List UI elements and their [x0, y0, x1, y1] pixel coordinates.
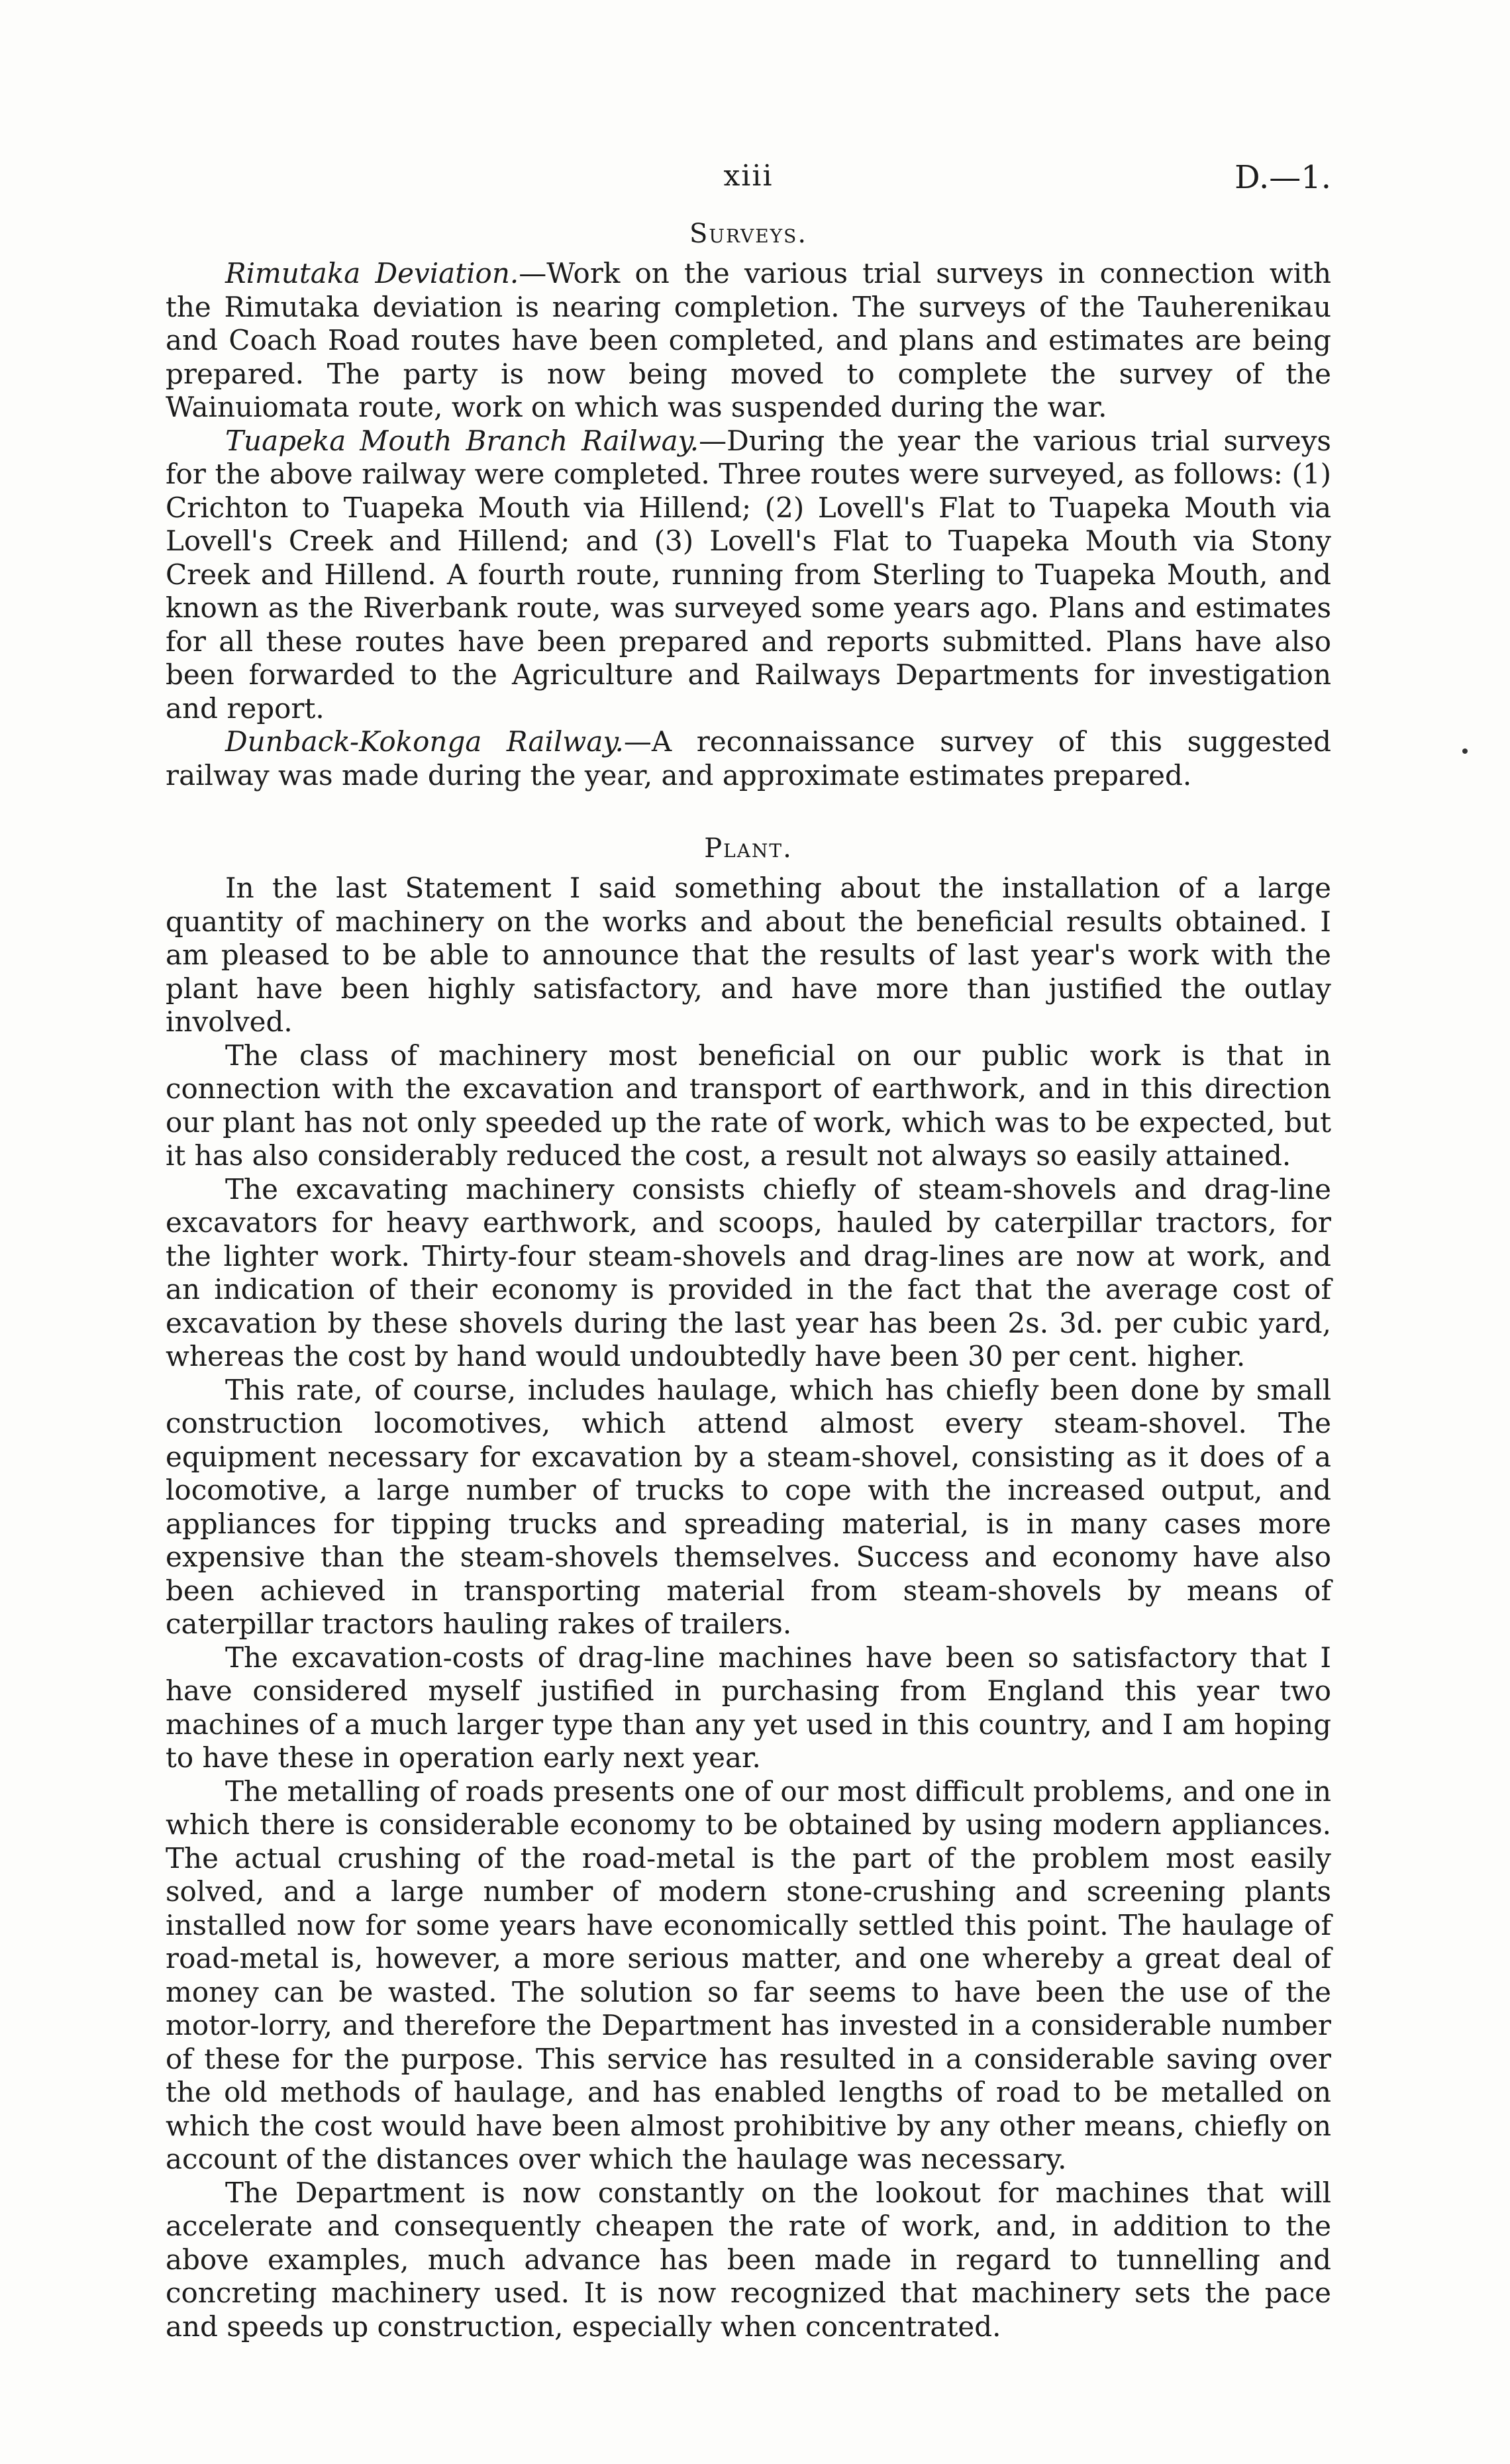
paragraph-tuapeka: [166, 425, 1331, 726]
paragraph-dunback: [166, 725, 1331, 792]
paragraph-rimutaka: [166, 257, 1331, 425]
paragraph-plant-7: The Department is now constantly on the lookout for machines that will accelerate and consequently cheapen the rate of work, and, in addition to the above examples, much advance has been made in regard to tunnelling and concreting machinery used. It is now recognized that machinery sets the pace and speeds up construction, especially when concentrated.: [166, 2176, 1331, 2343]
section-title-plant: Plant.: [704, 833, 793, 864]
margin-speck: [1462, 748, 1468, 754]
page-number: xiii: [723, 159, 774, 193]
paragraph-text: —Work on the various trial surveys in connection with the Rimutaka deviation is nearing completion. The surveys of the Tauherenikau and Coach Road routes have been completed, and plans and estimates are being prepared. The party is now being moved to complete the survey of the Wainuiomata route, work on which was suspended during the war.: [166, 257, 1332, 423]
paragraph-plant-4: This rate, of course, includes haulage, which has chiefly been done by small construction locomotives, which attend almost every steam-shovel. The equipment necessary for excavation by a steam-shovel, consisting as it does of a locomotive, a large number of trucks to cope with the increased output, and appliances for tipping trucks and spreading material, is in many cases more expensive than the steam-shovels themselves. Success and economy have also been achieved in transporting material from steam-shovels by means of caterpillar tractors hauling rakes of trailers.: [166, 1373, 1331, 1640]
paragraph-plant-1: In the last Statement I said something about the installation of a large quantity of machinery on the works and about the beneficial results obtained. I am pleased to be able to announce that the results of last year's work with the plant have been highly satisfactory, and have more than justified the outlay involved.: [166, 872, 1331, 1038]
paragraph-text: —A reconnaissance survey of this suggested railway was made during the year, and approximate estimates prepared.: [166, 725, 1331, 792]
page-body: [166, 219, 1331, 2343]
paragraph-heading: Rimutaka Deviation.: [225, 257, 519, 289]
page-header: [166, 159, 1331, 205]
paragraph-text: —During the year the various trial surveys for the above railway were completed. Three routes were surveyed, as follows: (1) Crichton to Tuapeka Mouth via Hillend; (2) Lovell's Flat to Tuapeka Mouth via Lovell's Creek and Hillend; and (3) Lovell's Flat to Tuapeka Mouth via Stony Creek and Hillend. A fourth route, running from Sterling to Tuapeka Mouth, and known as the Riverbank route, was surveyed some years ago. Plans and estimates for all these routes have been prepared and reports submitted. Plans have also been forwarded to the Agriculture and Railways Departments for investigation and report.: [166, 424, 1331, 725]
paragraph-heading: Tuapeka Mouth Branch Railway.: [225, 424, 699, 457]
paragraph-plant-3: The excavating machinery consists chiefly of steam-shovels and drag-line excavators for heavy earthwork, and scoops, hauled by caterpillar tractors, for the lighter work. Thirty-four steam-shovels and drag-lines are now at work, and an indication of their economy is provided in the fact that the average cost of excavation by these shovels during the last year has been 2s. 3d. per cubic yard, whereas the cost by hand would undoubtedly have been 30 per cent. higher.: [166, 1172, 1331, 1372]
paragraph-plant-5: The excavation-costs of drag-line machines have been so satisfactory that I have considered myself justified in purchasing from England this year two machines of a much larger type than any yet used in this country, and I am hoping to have these in operation early next year.: [166, 1641, 1331, 1774]
paragraph-heading: Dunback-Kokonga Railway.: [225, 725, 624, 758]
document-reference: D.—1.: [1234, 159, 1331, 196]
paragraph-plant-2: The class of machinery most beneficial on our public work is that in connection with the excavation and transport of earthwork, and in this direction our plant has not only speeded up the rate of work, which was to be expected, but it has also considerably reduced the cost, a result not always so easily attained.: [166, 1039, 1331, 1172]
paragraph-plant-6: The metalling of roads presents one of our most difficult problems, and one in which there is considerable economy to be obtained by using modern appliances. The actual crushing of the road-metal is the part of the problem most easily solved, and a large number of modern stone-crushing and screening plants installed now for some years have economically settled this point. The haulage of road-metal is, however, a more serious matter, and one whereby a great deal of money can be wasted. The solution so far seems to have been the use of the motor-lorry, and therefore the Department has invested in a considerable number of these for the purpose. This service has resulted in a considerable saving over the old methods of haulage, and has enabled lengths of road to be metalled on which the cost would have been almost prohibitive by any other means, chiefly on account of the distances over which the haulage was necessary.: [166, 1774, 1331, 2175]
section-title-surveys: Surveys.: [689, 219, 808, 249]
